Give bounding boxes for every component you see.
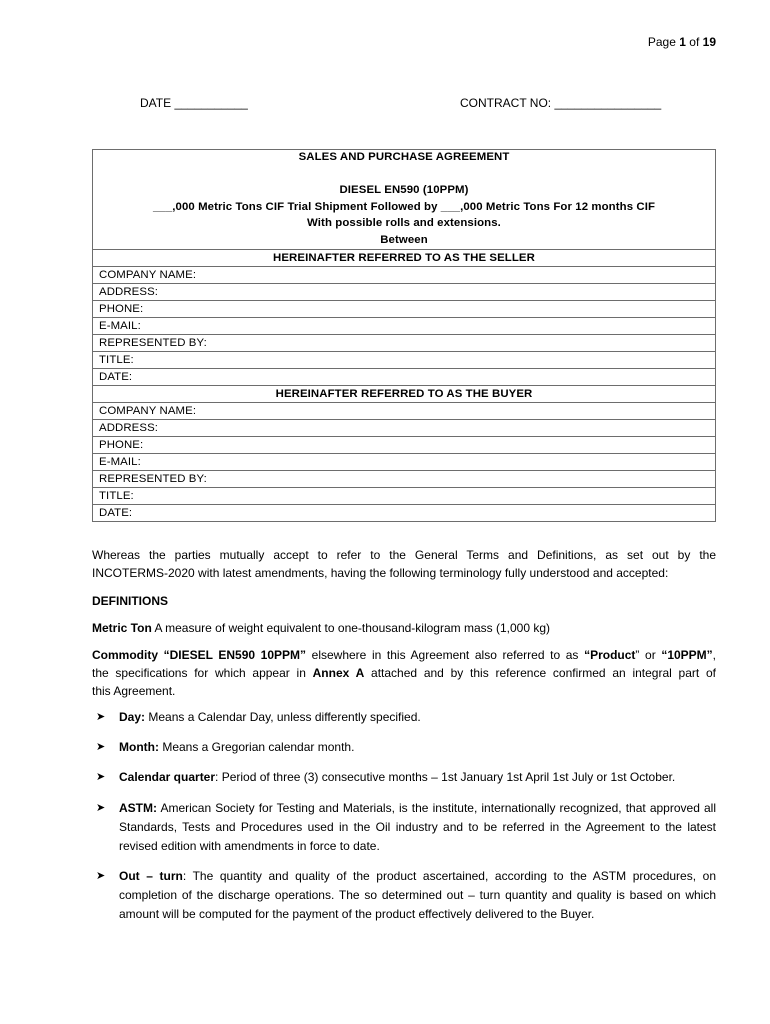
bullet-term: ASTM: — [119, 801, 157, 815]
definition-month — [92, 738, 716, 757]
agreement-table — [92, 149, 716, 522]
agreement-title-cell — [93, 150, 716, 250]
bullet-term: Out – turn — [119, 869, 183, 883]
bullet-text: : The quantity and quality of the product ascertained, according to the ASTM procedures, on completion of the discharge operations. The so determined out – turn quantity and quality is based on which amount will be computed for the payment of the product effectively delivered to the Buyer. — [119, 869, 717, 921]
seller-represented-by-field: REPRESENTED BY: — [93, 335, 716, 352]
bullet-term: Calendar quarter — [119, 770, 216, 784]
page-number — [648, 35, 716, 49]
blank-line — [99, 167, 709, 184]
commodity-line-2 — [92, 664, 716, 682]
arrow-bullet-icon: ➤ — [96, 711, 106, 723]
definition-astm — [92, 799, 716, 856]
definition-calendar-quarter — [92, 768, 716, 787]
seller-address-field: ADDRESS: — [93, 284, 716, 301]
bullet-term: Day: — [119, 710, 146, 724]
extensions-note: With possible rolls and extensions. — [307, 217, 501, 229]
commodity-line-1 — [92, 646, 716, 664]
page-current: 1 — [679, 35, 686, 49]
definitions-heading: DEFINITIONS — [92, 594, 169, 608]
buyer-email-field: E-MAIL: — [93, 454, 716, 471]
commodity-annex: Annex A — [312, 666, 365, 680]
page-of: of — [689, 35, 700, 49]
arrow-bullet-icon: ➤ — [96, 771, 106, 783]
definition-out-turn — [92, 867, 716, 924]
metric-ton-term: Metric Ton — [92, 621, 152, 635]
bullet-term: Month: — [119, 740, 159, 754]
buyer-heading: HEREINAFTER REFERRED TO AS THE BUYER — [93, 386, 716, 403]
commodity-line-2b: attached and by this reference confirmed an integral part of — [364, 666, 716, 680]
agreement-title: SALES AND PURCHASE AGREEMENT — [298, 151, 510, 163]
commodity-line-3: this Agreement. — [92, 684, 176, 698]
commodity-product: “Product — [584, 648, 636, 662]
whereas-line-1: Whereas the parties mutually accept to refer to the General Terms and Definitions, as set out by the — [92, 548, 716, 562]
bullet-text: American Society for Testing and Materials, is the institute, internationally recognized, that approved all Standards, Tests and Procedures used in the Oil industry and to be referred in the Agreement to the latest revised edition with amendments in force to date. — [119, 801, 716, 853]
bullet-text: : Period of three (3) consecutive months – 1st January 1st April 1st July or 1st October. — [215, 770, 676, 784]
buyer-company-name-field: COMPANY NAME: — [93, 403, 716, 420]
bullet-text: Means a Gregorian calendar month. — [158, 740, 355, 754]
between-label: Between — [380, 233, 428, 246]
bullet-text: Means a Calendar Day, unless differently specified. — [145, 710, 421, 724]
commodity-text-1: elsewhere in this Agreement also referred to as — [306, 648, 585, 662]
whereas-paragraph — [92, 546, 716, 582]
buyer-represented-by-field: REPRESENTED BY: — [93, 471, 716, 488]
buyer-phone-field: PHONE: — [93, 437, 716, 454]
seller-phone-field: PHONE: — [93, 301, 716, 318]
whereas-line-2: INCOTERMS-2020 with latest amendments, having the following terminology fully understood and accepted: — [92, 566, 669, 580]
definition-day — [92, 708, 716, 727]
commodity-term: Commodity “DIESEL EN590 10PPM” — [92, 648, 307, 662]
arrow-bullet-icon: ➤ — [96, 870, 106, 882]
metric-ton-text: A measure of weight equivalent to one-thousand-kilogram mass (1,000 kg) — [151, 621, 551, 635]
seller-email-field: E-MAIL: — [93, 318, 716, 335]
page-total: 19 — [702, 35, 716, 49]
metric-ton-definition — [92, 619, 716, 637]
quantity-terms: ___,000 Metric Tons CIF Trial Shipment Followed by ___,000 Metric Tons For 12 months CIF — [152, 200, 656, 213]
definitions-list — [92, 708, 716, 935]
commodity-line-2a: the specifications for which appear in — [92, 666, 313, 680]
seller-company-name-field: COMPANY NAME: — [93, 267, 716, 284]
date-line: DATE ___________ — [140, 96, 248, 110]
product-name: DIESEL EN590 (10PPM) — [339, 184, 469, 196]
buyer-title-field: TITLE: — [93, 488, 716, 505]
commodity-10ppm: “10PPM” — [661, 648, 713, 662]
seller-heading: HEREINAFTER REFERRED TO AS THE SELLER — [93, 250, 716, 267]
commodity-definition — [92, 646, 716, 700]
page-label: Page — [647, 35, 676, 49]
agreement-title-row — [93, 150, 716, 250]
buyer-date-field: DATE: — [93, 505, 716, 522]
arrow-bullet-icon: ➤ — [96, 741, 106, 753]
contract-number-line: CONTRACT NO: ________________ — [460, 96, 662, 110]
seller-title-field: TITLE: — [93, 352, 716, 369]
commodity-text-3: , — [712, 648, 717, 662]
arrow-bullet-icon: ➤ — [96, 802, 106, 814]
commodity-text-2: ” or — [635, 648, 662, 662]
buyer-address-field: ADDRESS: — [93, 420, 716, 437]
seller-date-field: DATE: — [93, 369, 716, 386]
